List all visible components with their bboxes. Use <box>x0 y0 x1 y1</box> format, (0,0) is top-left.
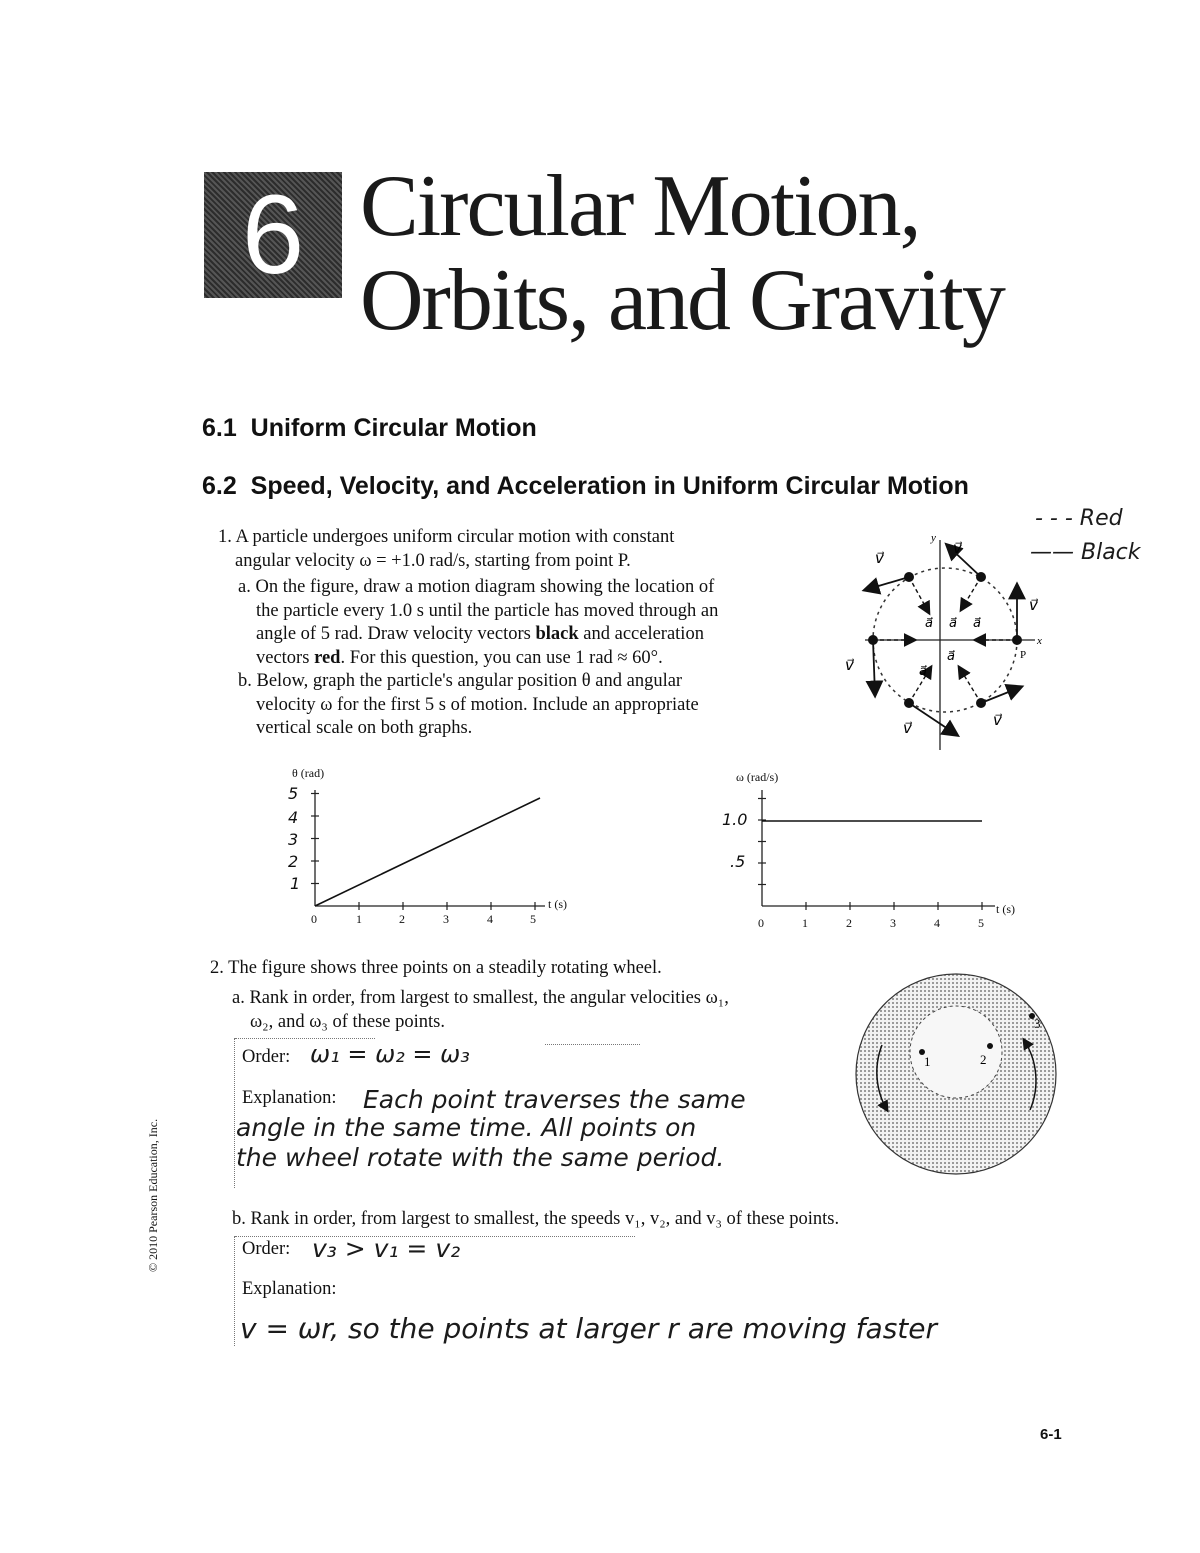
explanation-label-2b: Explanation: <box>242 1279 337 1299</box>
y-axis-label: y <box>931 532 936 544</box>
wheel-point-2 <box>987 1043 993 1049</box>
explanation-2a-line1: Each point traverses the same <box>363 1085 746 1114</box>
acceleration-vector <box>959 667 981 703</box>
omega-graph-ylabel: ω (rad/s) <box>736 770 779 784</box>
theta-ytick-hand: 2 <box>288 852 299 871</box>
theta-graph <box>270 780 590 940</box>
omega-ytick-hand: 1.0 <box>722 810 748 829</box>
section-6-1-heading: 6.1 Uniform Circular Motion <box>202 414 537 442</box>
chapter-title-line2: Orbits, and Gravity <box>360 252 1004 349</box>
chapter-title-line1: Circular Motion, <box>360 158 920 255</box>
theta-graph-xlabel: t (s) <box>548 897 567 911</box>
velocity-vector <box>865 577 909 590</box>
theta-line <box>315 798 540 906</box>
omega-graph-xlabel: t (s) <box>996 902 1015 916</box>
explanation-2a-line2: angle in the same time. All points on <box>236 1113 697 1142</box>
acceleration-vector <box>909 577 929 613</box>
theta-xtick: 5 <box>530 912 536 926</box>
theta-xtick: 2 <box>399 912 405 926</box>
order-label-2a: Order: <box>242 1047 291 1067</box>
theta-xtick: 1 <box>356 912 362 926</box>
theta-xtick: 4 <box>487 912 493 926</box>
page-number: 6-1 <box>1040 1426 1062 1443</box>
question-1: 1. A particle undergoes uniform circular motion with constant angular velocity ω = +1.0 rad/s, starting from point P. a. On the figure, draw a motion diagram showing the location of the particle every 1.0 s until the particle has moved through an angle of 5 rad. Draw velocity vectors black and acceleration vectors red. For this question, you can use 1 rad ≈ 60°. b. Below, graph the particle's angular position θ and angular velocity ω for the first 5 s of motion. Include an appropriate vertical scale on both graphs. <box>218 527 719 738</box>
omega-xtick: 2 <box>846 916 852 930</box>
question-2b: b. Rank in order, from largest to smallest, the speeds v₁, v₂, and v₃ of these points. <box>232 1209 840 1229</box>
wheel-label-1: 1 <box>924 1054 931 1069</box>
omega-xtick: 0 <box>758 916 764 930</box>
omega-graph <box>720 780 1020 940</box>
omega-ytick-hand: .5 <box>730 852 746 871</box>
legend-red: - - - Red <box>1035 506 1123 531</box>
question-2a: a. Rank in order, from largest to smallest, the angular velocities ω₁, ω₂, and ω₃ of these points. <box>232 988 729 1032</box>
x-axis-label: x <box>1037 635 1042 647</box>
theta-ytick-hand: 3 <box>288 830 299 849</box>
acceleration-label: a⃗ <box>919 664 927 679</box>
chapter-number-box: 6 <box>204 172 342 298</box>
explanation-2a-line3: the wheel rotate with the same period. <box>236 1143 725 1172</box>
velocity-label: v⃗ <box>875 549 884 567</box>
theta-xtick: 0 <box>311 912 317 926</box>
acceleration-label: a⃗ <box>947 649 955 664</box>
omega-xtick: 3 <box>890 916 896 930</box>
circular-motion-figure <box>835 515 1065 775</box>
order-answer-2b: v₃ > v₁ = v₂ <box>312 1234 461 1263</box>
explanation-label-2a: Explanation: <box>242 1088 337 1108</box>
velocity-vector <box>873 640 875 695</box>
question-2-stem: 2. The figure shows three points on a steadily rotating wheel. <box>210 958 662 978</box>
wheel-label-2: 2 <box>980 1052 987 1067</box>
velocity-vector <box>981 687 1021 703</box>
velocity-vector <box>909 703 957 735</box>
omega-xtick: 5 <box>978 916 984 930</box>
order-answer-2a: ω₁ = ω₂ = ω₃ <box>310 1040 470 1068</box>
omega-xtick: 4 <box>934 916 940 930</box>
copyright-notice: © 2010 Pearson Education, Inc. <box>146 1118 160 1272</box>
acceleration-vector <box>961 577 981 610</box>
order-label-2b: Order: <box>242 1239 291 1259</box>
velocity-label: v⃗ <box>953 539 962 557</box>
explanation-2b: v = ωr, so the points at larger r are moving faster <box>240 1312 937 1345</box>
theta-graph-ylabel: θ (rad) <box>292 766 325 780</box>
acceleration-label: a⃗ <box>949 616 957 631</box>
rotating-wheel-figure <box>852 970 1062 1180</box>
acceleration-label: a⃗ <box>925 616 933 631</box>
theta-xtick: 3 <box>443 912 449 926</box>
theta-ytick-hand: 5 <box>288 784 299 803</box>
wheel-label-3: 3 <box>1034 1016 1041 1031</box>
theta-ytick-hand: 4 <box>288 808 299 827</box>
velocity-label: v⃗ <box>845 656 854 674</box>
acceleration-label: a⃗ <box>973 616 981 631</box>
legend-black: —— Black <box>1030 540 1141 565</box>
velocity-label: v⃗ <box>993 711 1002 729</box>
chapter-title <box>360 160 1004 348</box>
theta-ytick-hand: 1 <box>290 874 301 893</box>
velocity-label: v⃗ <box>1029 596 1038 614</box>
point-p-label: P <box>1020 649 1027 661</box>
velocity-label: v⃗ <box>903 719 912 737</box>
omega-xtick: 1 <box>802 916 808 930</box>
section-6-2-heading: 6.2 Speed, Velocity, and Acceleration in Uniform Circular Motion <box>202 472 969 500</box>
